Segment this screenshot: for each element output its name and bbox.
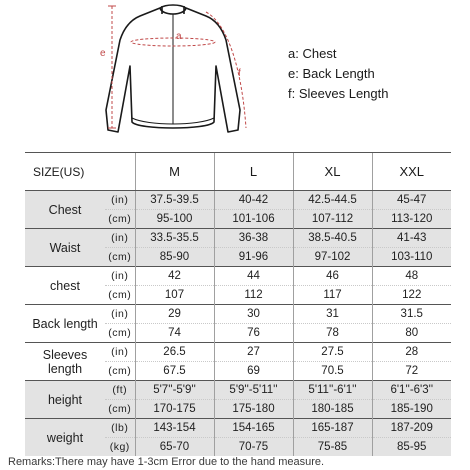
table-cell: 103-110 bbox=[372, 248, 451, 267]
measure-label: weight bbox=[25, 419, 105, 457]
table-cell: 122 bbox=[372, 286, 451, 305]
table-cell: 180-185 bbox=[293, 400, 372, 419]
table-cell: 187-209 bbox=[372, 419, 451, 438]
table-cell: 27 bbox=[214, 343, 293, 362]
size-header-xxl: XXL bbox=[372, 153, 451, 191]
table-row bbox=[25, 381, 451, 400]
table-row bbox=[25, 191, 451, 210]
jersey-diagram bbox=[88, 0, 258, 150]
table-cell: 80 bbox=[372, 324, 451, 343]
measure-label: Back length bbox=[25, 305, 105, 343]
table-cell: 70.5 bbox=[293, 362, 372, 381]
measurement-legend bbox=[288, 44, 388, 104]
table-cell: 91-96 bbox=[214, 248, 293, 267]
size-table bbox=[25, 152, 451, 456]
table-row bbox=[25, 419, 451, 438]
table-cell: 170-175 bbox=[135, 400, 214, 419]
unit-label: (in) bbox=[105, 191, 135, 210]
table-cell: 67.5 bbox=[135, 362, 214, 381]
table-row bbox=[25, 229, 451, 248]
table-cell: 69 bbox=[214, 362, 293, 381]
measure-label: Sleeves length bbox=[25, 343, 105, 381]
table-cell: 36-38 bbox=[214, 229, 293, 248]
table-cell: 97-102 bbox=[293, 248, 372, 267]
remarks-note: Remarks:There may have 1-3cm Error due to the hand measure. bbox=[8, 456, 325, 468]
unit-label: (ft) bbox=[105, 381, 135, 400]
table-cell: 75-85 bbox=[293, 438, 372, 457]
table-cell: 107-112 bbox=[293, 210, 372, 229]
unit-label: (in) bbox=[105, 229, 135, 248]
unit-label: (in) bbox=[105, 305, 135, 324]
table-cell: 76 bbox=[214, 324, 293, 343]
table-cell: 44 bbox=[214, 267, 293, 286]
unit-label: (in) bbox=[105, 343, 135, 362]
table-cell: 74 bbox=[135, 324, 214, 343]
table-cell: 165-187 bbox=[293, 419, 372, 438]
table-cell: 5'7''-5'9'' bbox=[135, 381, 214, 400]
table-cell: 5'11''-6'1'' bbox=[293, 381, 372, 400]
table-cell: 78 bbox=[293, 324, 372, 343]
table-cell: 95-100 bbox=[135, 210, 214, 229]
legend-item-sleeves-length: f: Sleeves Length bbox=[288, 86, 389, 101]
unit-label: (cm) bbox=[105, 286, 135, 305]
table-cell: 45-47 bbox=[372, 191, 451, 210]
table-cell: 40-42 bbox=[214, 191, 293, 210]
table-row bbox=[25, 343, 451, 362]
table-cell: 117 bbox=[293, 286, 372, 305]
table-cell: 28 bbox=[372, 343, 451, 362]
measure-label: height bbox=[25, 381, 105, 419]
label-a: a bbox=[176, 31, 182, 42]
unit-label: (cm) bbox=[105, 210, 135, 229]
table-cell: 85-90 bbox=[135, 248, 214, 267]
legend-item-chest: a: Chest bbox=[288, 46, 337, 61]
unit-label: (cm) bbox=[105, 362, 135, 381]
legend-item-back-length: e: Back Length bbox=[288, 66, 375, 81]
table-cell: 42 bbox=[135, 267, 214, 286]
size-header-m: M bbox=[135, 153, 214, 191]
table-row bbox=[25, 305, 451, 324]
table-cell: 107 bbox=[135, 286, 214, 305]
table-cell: 113-120 bbox=[372, 210, 451, 229]
table-cell: 27.5 bbox=[293, 343, 372, 362]
table-cell: 29 bbox=[135, 305, 214, 324]
table-cell: 185-190 bbox=[372, 400, 451, 419]
table-cell: 154-165 bbox=[214, 419, 293, 438]
size-header-xl: XL bbox=[293, 153, 372, 191]
table-cell: 38.5-40.5 bbox=[293, 229, 372, 248]
table-cell: 175-180 bbox=[214, 400, 293, 419]
size-header-label: SIZE(US) bbox=[25, 153, 135, 191]
table-cell: 5'9''-5'11'' bbox=[214, 381, 293, 400]
unit-label: (cm) bbox=[105, 324, 135, 343]
unit-label: (lb) bbox=[105, 419, 135, 438]
table-cell: 112 bbox=[214, 286, 293, 305]
table-cell: 31.5 bbox=[372, 305, 451, 324]
table-cell: 41-43 bbox=[372, 229, 451, 248]
unit-label: (kg) bbox=[105, 438, 135, 457]
table-cell: 26.5 bbox=[135, 343, 214, 362]
table-cell: 42.5-44.5 bbox=[293, 191, 372, 210]
table-cell: 30 bbox=[214, 305, 293, 324]
table-cell: 85-95 bbox=[372, 438, 451, 457]
size-header-row bbox=[25, 153, 451, 191]
table-cell: 70-75 bbox=[214, 438, 293, 457]
table-cell: 46 bbox=[293, 267, 372, 286]
table-cell: 6'1''-6'3'' bbox=[372, 381, 451, 400]
size-header-l: L bbox=[214, 153, 293, 191]
measure-label: Chest bbox=[25, 191, 105, 229]
table-cell: 101-106 bbox=[214, 210, 293, 229]
measure-label: Waist bbox=[25, 229, 105, 267]
table-cell: 143-154 bbox=[135, 419, 214, 438]
unit-label: (in) bbox=[105, 267, 135, 286]
table-cell: 65-70 bbox=[135, 438, 214, 457]
measure-label: chest bbox=[25, 267, 105, 305]
unit-label: (cm) bbox=[105, 400, 135, 419]
label-f: f bbox=[238, 68, 241, 79]
table-row bbox=[25, 267, 451, 286]
table-cell: 48 bbox=[372, 267, 451, 286]
table-cell: 31 bbox=[293, 305, 372, 324]
table-cell: 33.5-35.5 bbox=[135, 229, 214, 248]
table-cell: 37.5-39.5 bbox=[135, 191, 214, 210]
label-e: e bbox=[100, 48, 106, 59]
unit-label: (cm) bbox=[105, 248, 135, 267]
table-cell: 72 bbox=[372, 362, 451, 381]
